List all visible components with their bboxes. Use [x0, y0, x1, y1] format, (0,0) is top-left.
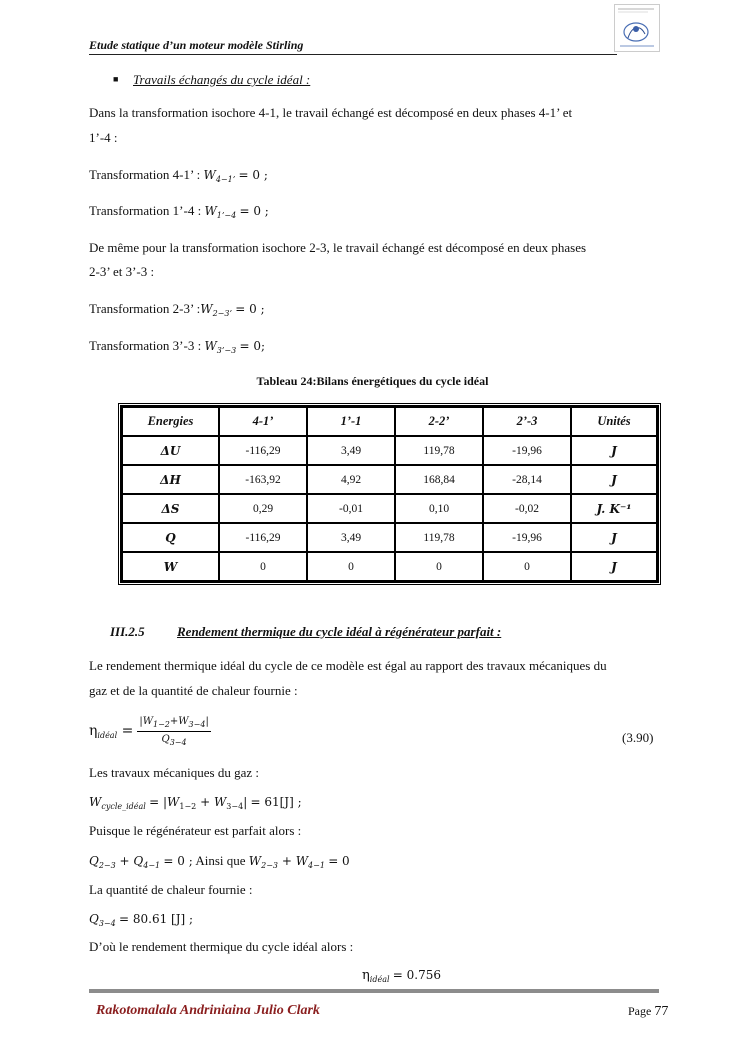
equation-line: [89, 908, 193, 935]
header-rule: [89, 54, 617, 55]
math-symbol: $W_{4-1’}$: [203, 168, 236, 184]
math-symbol: $Q_{3-4}$: [89, 912, 116, 928]
math-symbol: $\eta_{idéal}$ =: [89, 723, 134, 741]
table-cell: ΔU: [122, 436, 219, 465]
column-header: 2’-3: [483, 407, 571, 436]
paragraph: Le rendement thermique idéal du cycle de ce modèle est égal au rapport des travaux mécaniques du: [89, 658, 607, 673]
equation-value: = 0;: [239, 339, 266, 353]
table-cell: 0: [219, 552, 307, 581]
table-cell: 119,78: [395, 523, 483, 552]
paragraph: Dans la transformation isochore 4-1, le travail échangé est décomposé en deux phases 4-1’ et: [89, 105, 573, 120]
table-cell: J: [571, 523, 657, 552]
equation-value: = 0 ;: [235, 302, 265, 316]
section-title: Rendement thermique du cycle idéal à régénérateur parfait :: [177, 624, 502, 639]
math-symbol: $W_{1’-4}$: [204, 204, 237, 220]
table-cell: -0,02: [483, 494, 571, 523]
table-cell: 0: [307, 552, 395, 581]
table-row: [122, 494, 657, 523]
table-cell: 119,78: [395, 436, 483, 465]
equation-label: Transformation 1’-4 :: [89, 203, 202, 218]
math-symbol: $W_{2-3’}$: [200, 302, 232, 318]
table-row: [122, 465, 657, 494]
table-cell: -116,29: [219, 436, 307, 465]
section-number: III.2.5: [110, 624, 145, 639]
table-cell: -19,96: [483, 523, 571, 552]
paragraph: De même pour la transformation isochore 2-3, le travail échangé est décomposé en deux phases: [89, 240, 587, 255]
table-cell: 0,10: [395, 494, 483, 523]
paragraph: 1’-4 :: [89, 130, 118, 145]
table-cell: J. K⁻¹: [571, 494, 657, 523]
math-symbol: = $|W_{1-2} + W_{3-4}|$: [149, 795, 248, 811]
running-header-title: Etude statique d’un moteur modèle Stirling: [89, 38, 304, 52]
table-cell: J: [571, 436, 657, 465]
equation-value: = 0: [328, 854, 350, 868]
column-header: 2-2’: [395, 407, 483, 436]
energy-balance-table: [120, 405, 659, 583]
table-cell: J: [571, 552, 657, 581]
table-cell: W: [122, 552, 219, 581]
equation-line: [89, 791, 302, 818]
paragraph: 2-3’ et 3’-3 :: [89, 264, 155, 279]
paragraph: Les travaux mécaniques du gaz :: [89, 765, 260, 780]
table-row: [122, 552, 657, 581]
math-symbol: $W_{3’-3}$: [204, 339, 237, 355]
table-header-row: [122, 407, 657, 436]
institution-logo: [614, 4, 660, 52]
paragraph: gaz et de la quantité de chaleur fournie :: [89, 683, 298, 698]
table-cell: -163,92: [219, 465, 307, 494]
subsection-heading: Travails échangés du cycle idéal :: [133, 72, 311, 87]
footer-author: Rakotomalala Andriniaina Julio Clark: [96, 1003, 320, 1018]
equation-label: Transformation 2-3’ :: [89, 301, 201, 316]
equation-number: (3.90): [622, 730, 654, 745]
table-row: [122, 523, 657, 552]
table-cell: ΔH: [122, 465, 219, 494]
table-cell: 0: [483, 552, 571, 581]
table-cell: 168,84: [395, 465, 483, 494]
table-cell: Q: [122, 523, 219, 552]
table-cell: ΔS: [122, 494, 219, 523]
table-cell: 3,49: [307, 436, 395, 465]
equation-value: = 0 ;: [239, 204, 269, 218]
efficiency-formula: [89, 716, 211, 747]
table-cell: 0,29: [219, 494, 307, 523]
paragraph: La quantité de chaleur fournie :: [89, 882, 253, 897]
footer-rule: [89, 989, 659, 993]
equation-line: [362, 964, 441, 991]
table-cell: 4,92: [307, 465, 395, 494]
page-number: [628, 1004, 668, 1020]
table-caption: Tableau 24:Bilans énergétiques du cycle idéal: [256, 374, 489, 388]
equation-value: = 0 ;: [163, 854, 193, 868]
equation-label: Ainsi que: [195, 853, 246, 868]
bullet-square-icon: ■: [113, 74, 119, 84]
equation-value: = 0.756: [392, 968, 442, 982]
equation-value: = 80.61 [J] ;: [118, 912, 194, 926]
table-cell: 3,49: [307, 523, 395, 552]
math-symbol: $Q_{2-3} + Q_{4-1}$: [89, 854, 161, 870]
equation-line: [89, 298, 265, 325]
equation-line: [89, 200, 269, 227]
equation-value: = 0 ;: [238, 168, 268, 182]
math-symbol: $W_{cycle\_idéal}$: [89, 795, 146, 811]
table-cell: 0: [395, 552, 483, 581]
equation-line: [89, 850, 350, 877]
column-header: 1’-1: [307, 407, 395, 436]
table-cell: -28,14: [483, 465, 571, 494]
table-row: [122, 436, 657, 465]
table-cell: -0,01: [307, 494, 395, 523]
equation-label: Transformation 4-1’ :: [89, 167, 201, 182]
equation-value: = 61[J] ;: [250, 795, 302, 809]
table-cell: -19,96: [483, 436, 571, 465]
column-header: Unités: [571, 407, 657, 436]
column-header: Energies: [122, 407, 219, 436]
math-symbol: $W_{2-3} + W_{4-1}$: [248, 854, 325, 870]
table-cell: J: [571, 465, 657, 494]
table-cell: -116,29: [219, 523, 307, 552]
math-symbol: $\eta_{idéal}$: [362, 968, 390, 984]
paragraph: D’où le rendement thermique du cycle idéal alors :: [89, 939, 354, 954]
page-number-value: 77: [654, 1004, 669, 1019]
page-label: Page: [628, 1004, 652, 1018]
equation-line: [89, 335, 265, 362]
math-fraction: $\frac{|W_{1-2}+W_{3-4}|}{Q_{3-4}}$: [139, 716, 209, 747]
equation-line: [89, 164, 268, 191]
column-header: 4-1’: [219, 407, 307, 436]
paragraph: Puisque le régénérateur est parfait alors :: [89, 823, 302, 838]
equation-label: Transformation 3’-3 :: [89, 338, 202, 353]
